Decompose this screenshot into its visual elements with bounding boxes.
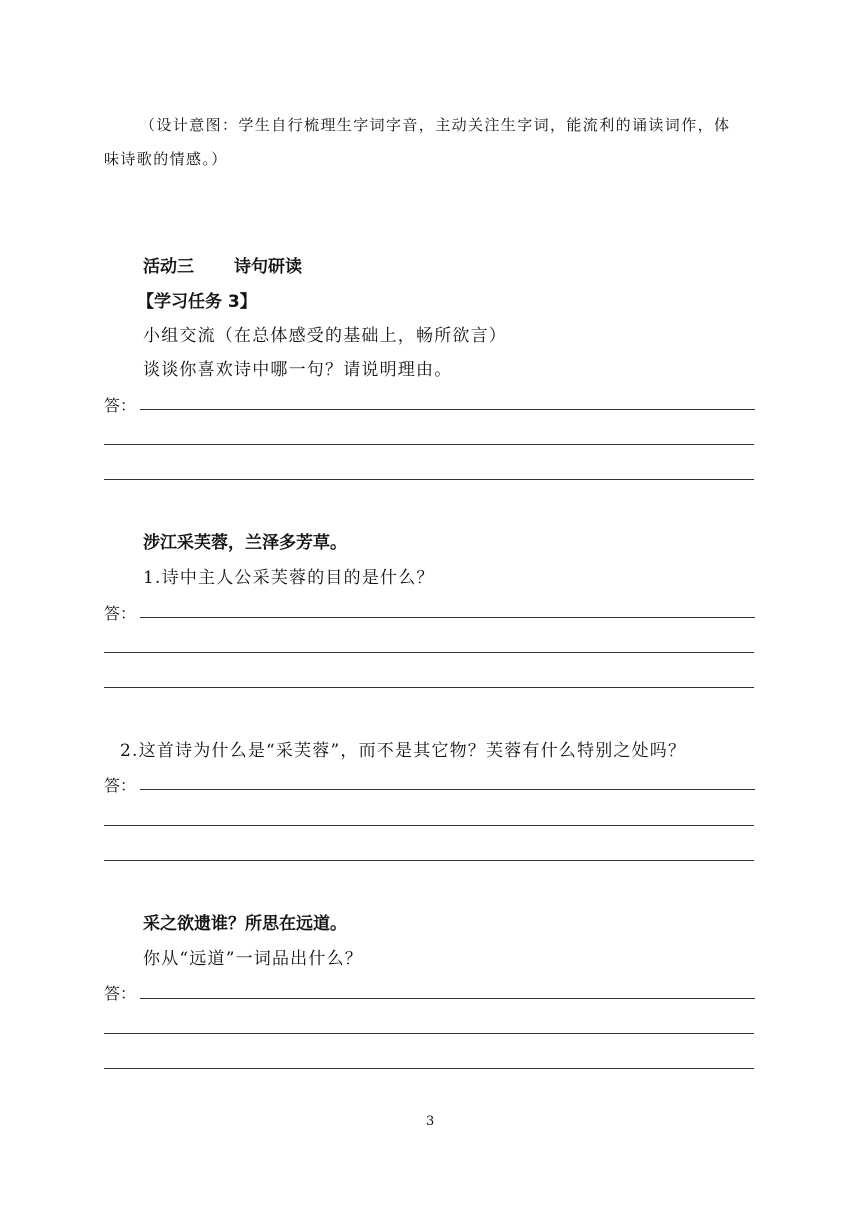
task-question: 谈谈你喜欢诗中哪一句？请说明理由。 <box>143 360 453 380</box>
answer-line[interactable] <box>104 652 754 653</box>
task-title: 【学习任务 3】 <box>137 292 257 312</box>
answer-label: 答： <box>104 396 137 415</box>
answer-label: 答： <box>104 776 137 795</box>
verse-1-question-1: 1.诗中主人公采芙蓉的目的是什么？ <box>143 568 435 588</box>
answer-line[interactable] <box>104 687 754 688</box>
design-intent-line-2: 味诗歌的情感。） <box>104 150 228 168</box>
answer-label: 答： <box>104 604 137 623</box>
answer-line[interactable] <box>104 860 754 861</box>
verse-2-question: 你从“远道”一词品出什么？ <box>143 949 363 969</box>
verse-1: 涉江采芙蓉，兰泽多芳草。 <box>143 533 347 553</box>
answer-line[interactable] <box>140 617 755 618</box>
activity-subtitle: 诗句研读 <box>234 257 302 277</box>
task-instruction: 小组交流（在总体感受的基础上，畅所欲言） <box>143 326 507 346</box>
design-intent-line-1: （设计意图：学生自行梳理生字词字音，主动关注生字词，能流利的诵读词作，体 <box>140 116 731 134</box>
activity-title: 活动三 <box>143 257 194 277</box>
answer-line[interactable] <box>140 789 755 790</box>
answer-line[interactable] <box>104 1033 754 1034</box>
answer-line[interactable] <box>140 409 755 410</box>
answer-line[interactable] <box>104 479 754 480</box>
verse-2: 采之欲遗谁？所思在远道。 <box>143 914 347 934</box>
page-number: 3 <box>426 1114 435 1129</box>
verse-1-question-2: 2.这首诗为什么是“采芙蓉”，而不是其它物？芙蓉有什么特别之处吗？ <box>120 741 687 761</box>
answer-label: 答： <box>104 984 137 1003</box>
answer-line[interactable] <box>104 1068 754 1069</box>
answer-line[interactable] <box>104 825 754 826</box>
answer-line[interactable] <box>140 998 755 999</box>
answer-line[interactable] <box>104 444 754 445</box>
